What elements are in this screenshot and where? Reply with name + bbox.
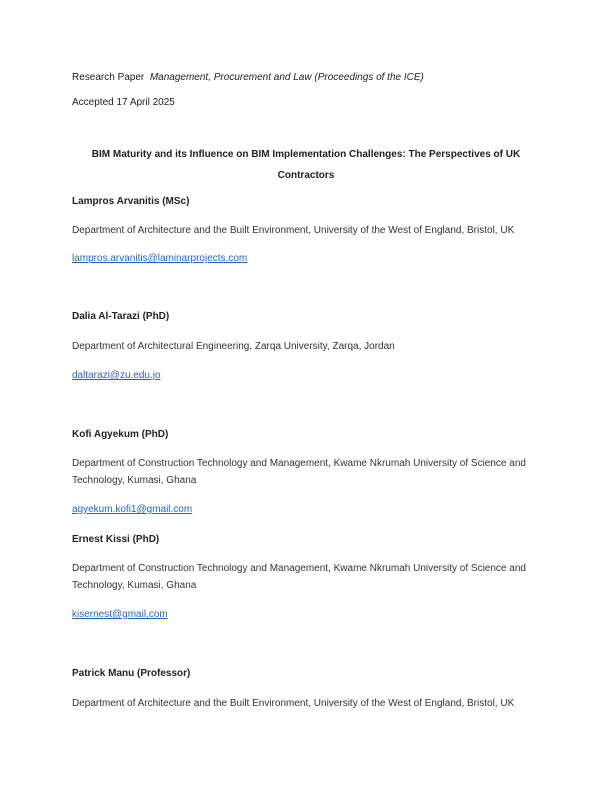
author-affiliation: Department of Architectural Engineering, Zarqa University, Zarqa, Jordan [72,341,395,352]
author-name: Kofi Agyekum (PhD) [72,429,169,440]
author-name: Ernest Kissi (PhD) [72,534,160,545]
accepted-date: Accepted 17 April 2025 [72,97,175,108]
author-affiliation: Department of Construction Technology and Management, Kwame Nkrumah University of Science and Technology, Kumasi, Ghana [72,458,526,486]
author-name: Lampros Arvanitis (MSc) [72,196,190,207]
author-email-row [72,504,192,516]
paper-title: BIM Maturity and its Influence on BIM Implementation Challenges: The Perspectives of UK Contractors [91,149,521,181]
journal-name: Management, Procurement and Law (Proceedings of the ICE) [149,72,424,83]
author-affiliation: Department of Architecture and the Built Environment, University of the West of England, Bristol, UK [72,225,515,236]
author-name: Patrick Manu (Professor) [72,668,191,679]
author-email-link[interactable]: agyekum.kofi1@gmail.com [72,504,193,515]
paper-type: Research Paper [72,72,145,83]
author-email-link[interactable]: daltarazi@zu.edu.jo [72,370,161,381]
author-name: Dalia Al-Tarazi (PhD) [72,311,170,322]
author-email-row [72,253,247,265]
author-affiliation: Department of Construction Technology and Management, Kwame Nkrumah University of Science and Technology, Kumasi, Ghana [72,563,526,591]
author-email-link[interactable]: lampros.arvanitis@laminarprojects.com [72,253,248,264]
author-email-row [72,609,168,621]
author-email-link[interactable]: kisernest@gmail.com [72,609,168,620]
author-affiliation: Department of Architecture and the Built Environment, University of the West of England, Bristol, UK [72,698,515,709]
author-email-row [72,370,161,382]
paper-header [72,72,424,84]
